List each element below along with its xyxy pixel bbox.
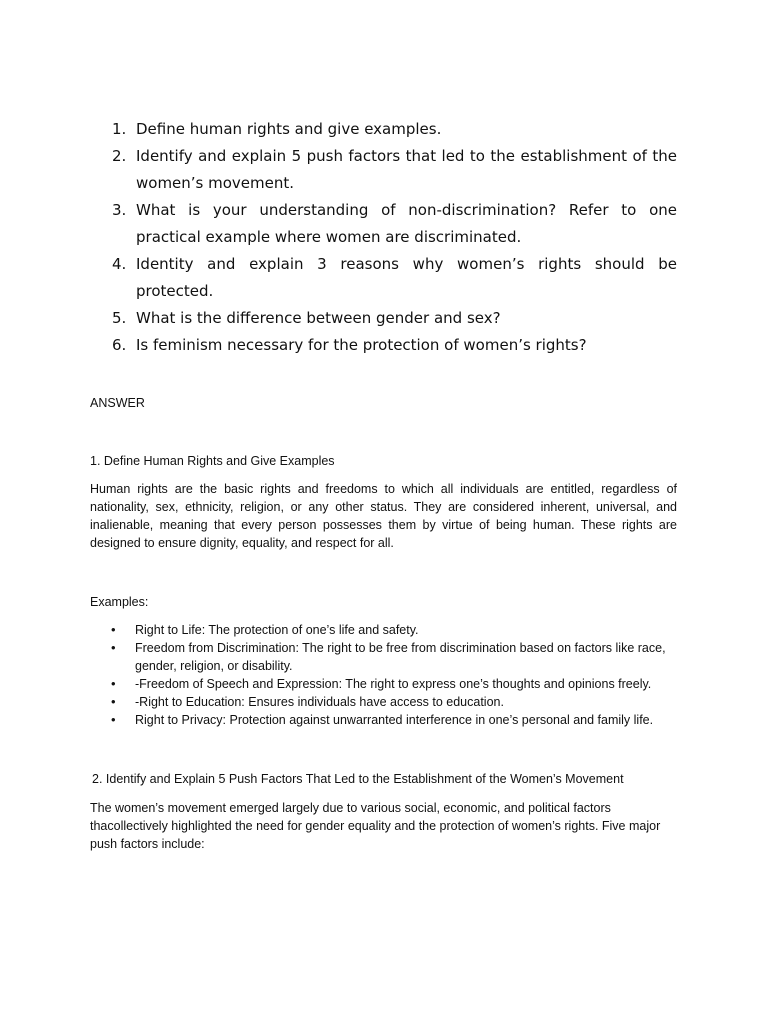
question-text: What is your understanding of non-discrimination? Refer to one practical example where women are discriminated. bbox=[136, 201, 677, 246]
examples-list bbox=[90, 621, 677, 729]
question-number: 5. bbox=[112, 309, 127, 327]
list-item bbox=[90, 693, 677, 711]
question-text: Is feminism necessary for the protection of women’s rights? bbox=[136, 336, 587, 354]
list-item bbox=[90, 675, 677, 693]
bullet-icon: • bbox=[111, 694, 116, 709]
question-number: 2. bbox=[112, 147, 127, 165]
question-number: 4. bbox=[112, 255, 127, 273]
section1-paragraph: Human rights are the basic rights and freedoms to which all individuals are entitled, regardless of nationality, sex, ethnicity, religion, or any other status. They are considered inherent, universal, and inalienable, meaning that every person possesses them by virtue of being human. These rights are designed to ensure dignity, equality, and respect for all. bbox=[90, 482, 677, 550]
question-number: 6. bbox=[112, 336, 127, 354]
question-item bbox=[96, 305, 677, 332]
question-text: What is the difference between gender and sex? bbox=[136, 309, 501, 327]
list-item bbox=[90, 639, 677, 675]
list-item bbox=[90, 711, 677, 729]
question-item bbox=[96, 143, 677, 197]
section1-heading: 1. Define Human Rights and Give Examples bbox=[90, 454, 335, 468]
question-item bbox=[96, 332, 677, 359]
section2-heading: 2. Identify and Explain 5 Push Factors That Led to the Establishment of the Women’s Movement bbox=[92, 772, 624, 786]
question-number: 3. bbox=[112, 201, 127, 219]
question-text: Identify and explain 5 push factors that led to the establishment of the women’s movement. bbox=[136, 147, 677, 192]
section2-paragraph: The women’s movement emerged largely due to various social, economic, and political factors thacollectively highlighted the need for gender equality and the protection of women’s rights. Five major push factors include: bbox=[90, 801, 661, 851]
list-item-text: -Right to Education: Ensures individuals have access to education. bbox=[135, 695, 504, 709]
question-number: 1. bbox=[112, 120, 127, 138]
question-text: Identity and explain 3 reasons why women’s rights should be protected. bbox=[136, 255, 677, 300]
list-item-text: Freedom from Discrimination: The right to be free from discrimination based on factors like race, gender, religion, or disability. bbox=[135, 641, 666, 673]
examples-label: Examples: bbox=[90, 595, 149, 609]
question-item bbox=[96, 251, 677, 305]
question-text: Define human rights and give examples. bbox=[136, 120, 442, 138]
bullet-icon: • bbox=[111, 676, 116, 691]
question-item bbox=[96, 116, 677, 143]
list-item-text: -Freedom of Speech and Expression: The right to express one’s thoughts and opinions freely. bbox=[135, 677, 652, 691]
bullet-icon: • bbox=[111, 712, 116, 727]
question-item bbox=[96, 197, 677, 251]
bullet-icon: • bbox=[111, 640, 116, 655]
list-item bbox=[90, 621, 677, 639]
answer-label: ANSWER bbox=[90, 396, 145, 410]
list-item-text: Right to Privacy: Protection against unwarranted interference in one’s personal and family life. bbox=[135, 713, 654, 727]
bullet-icon: • bbox=[111, 622, 116, 637]
question-list bbox=[96, 116, 677, 359]
list-item-text: Right to Life: The protection of one’s life and safety. bbox=[135, 623, 419, 637]
